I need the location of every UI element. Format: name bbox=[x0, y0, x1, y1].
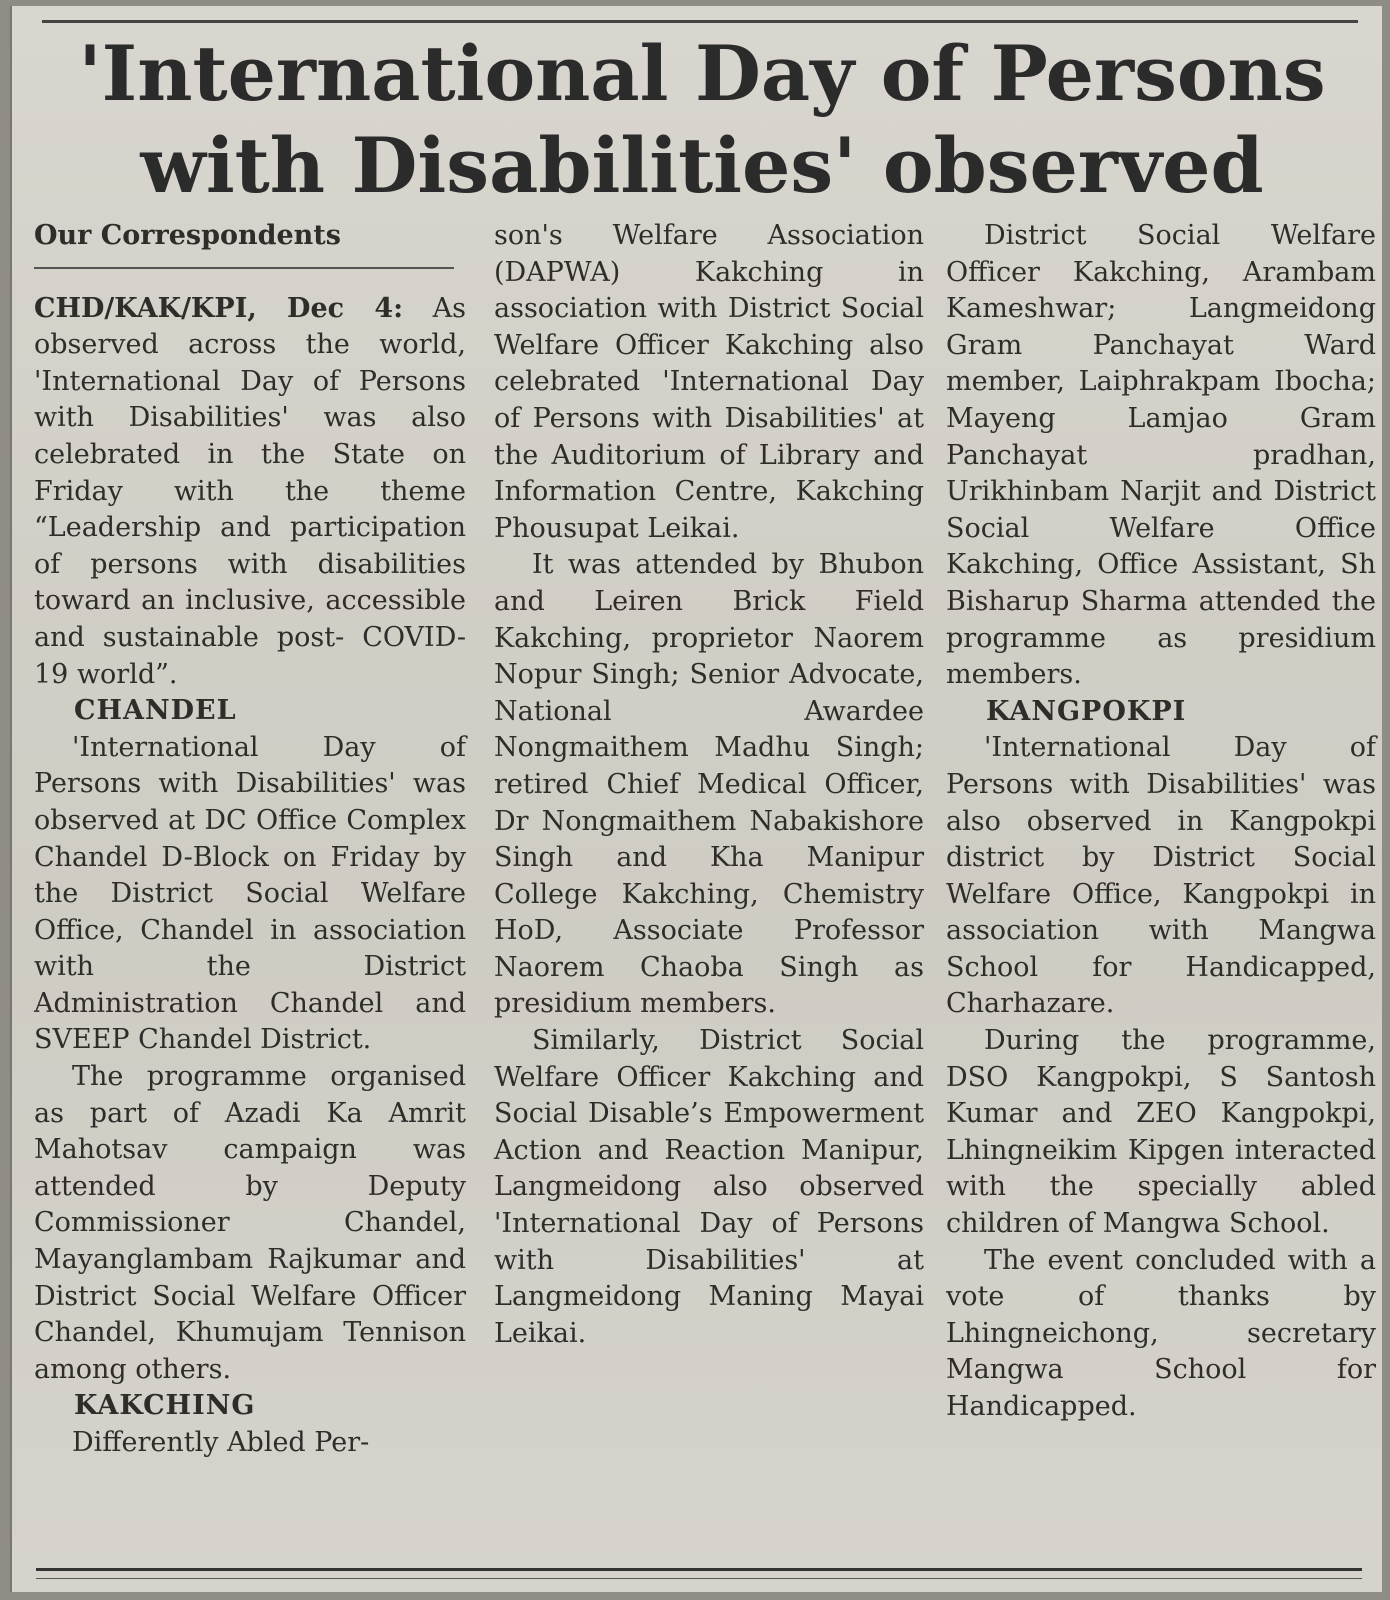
top-rule bbox=[42, 20, 1358, 23]
intro-text: As observed across the world, 'International Day of Persons with Disabilities' was also celebrated in the State on Friday with the theme “Leadership and participation of persons with disabilities toward an inclusive, accessible and sustainable post- COVID-19 world”. bbox=[34, 292, 466, 690]
kakching-paragraph-1-cont: son's Welfare Association (DAPWA) Kakching in association with District Social Welfare Officer Kakching also celebrated 'International Day of Persons with Disabilities' at the Auditorium of Library and Information Centre, Kakching Phousupat Leikai. bbox=[494, 220, 924, 544]
kangpokpi-paragraph-2: During the programme, DSO Kangpokpi, S Santosh Kumar and ZEO Kangpokpi, Lhingneikim Kipgen interacted with the specially abled children of Mangwa School. bbox=[946, 1025, 1376, 1240]
column-1 bbox=[34, 218, 466, 1462]
kangpokpi-paragraph-3: The event concluded with a vote of thanks by Lhingneichong, secretary Mangwa School for Handicapped. bbox=[946, 1244, 1376, 1422]
kangpokpi-paragraph-1: 'International Day of Persons with Disabilities' was also observed in Kangpokpi district by District Social Welfare Office, Kangpokpi in association with Mangwa School for Handicapped, Charhazare. bbox=[946, 732, 1376, 1020]
section-heading-kakching: KAKCHING bbox=[74, 1390, 256, 1422]
kakching-paragraph-3: Similarly, District Social Welfare Officer Kakching and Social Disable’s Empowerment Action and Reaction Manipur, Langmeidong also observed 'International Day of Persons with Disabilities' at Langmeidong Maning Mayai Leikai. bbox=[494, 1025, 924, 1349]
byline: Our Correspondents bbox=[34, 218, 454, 269]
column-3 bbox=[946, 218, 1376, 1426]
bottom-rule-thin bbox=[36, 1578, 1362, 1579]
section-heading-kangpokpi: KANGPOKPI bbox=[986, 695, 1187, 727]
newspaper-page bbox=[10, 6, 1382, 1592]
intro-paragraph bbox=[34, 291, 466, 694]
section-heading-chandel: CHANDEL bbox=[74, 695, 237, 727]
kakching-paragraph-1-start: Differently Abled Per- bbox=[72, 1427, 370, 1458]
bottom-rule bbox=[36, 1568, 1362, 1571]
dateline: CHD/KAK/KPI, Dec 4: bbox=[34, 292, 404, 324]
kakching-paragraph-4: District Social Welfare Officer Kakching, Arambam Kameshwar; Langmeidong Gram Panchayat Ward member, Laiphrakpam Ibocha; Mayeng Lamjao Gram Panchayat pradhan, Urikhinbam Narjit and District Social Welfare Office Kakching, Office Assistant, Sh Bisharup Sharma attended the programme as presidium members. bbox=[946, 220, 1376, 691]
headline: 'International Day of Persons with Disabilities' observed bbox=[78, 29, 1326, 210]
chandel-paragraph-1: 'International Day of Persons with Disabilities' was observed at DC Office Complex Chandel D-Block on Friday by the District Social Welfare Office, Chandel in association with the District Administration Chandel and SVEEP Chandel District. bbox=[34, 731, 466, 1056]
kakching-paragraph-2: It was attended by Bhubon and Leiren Brick Field Kakching, proprietor Naorem Nopur Singh; Senior Advocate, National Awardee Nongmaithem Madhu Singh; retired Chief Medical Officer, Dr Nongmaithem Nabakishore Singh and Kha Manipur College Kakching, Chemistry HoD, Associate Professor Naorem Chaoba Singh as presidium members. bbox=[494, 549, 924, 1020]
chandel-paragraph-2: The programme organised as part of Azadi Ka Amrit Mahotsav campaign was attended by Deputy Commissioner Chandel, Mayanglambam Rajkumar and District Social Welfare Officer Chandel, Khumujam Tennison among others. bbox=[34, 1061, 466, 1385]
column-2 bbox=[494, 218, 924, 1352]
